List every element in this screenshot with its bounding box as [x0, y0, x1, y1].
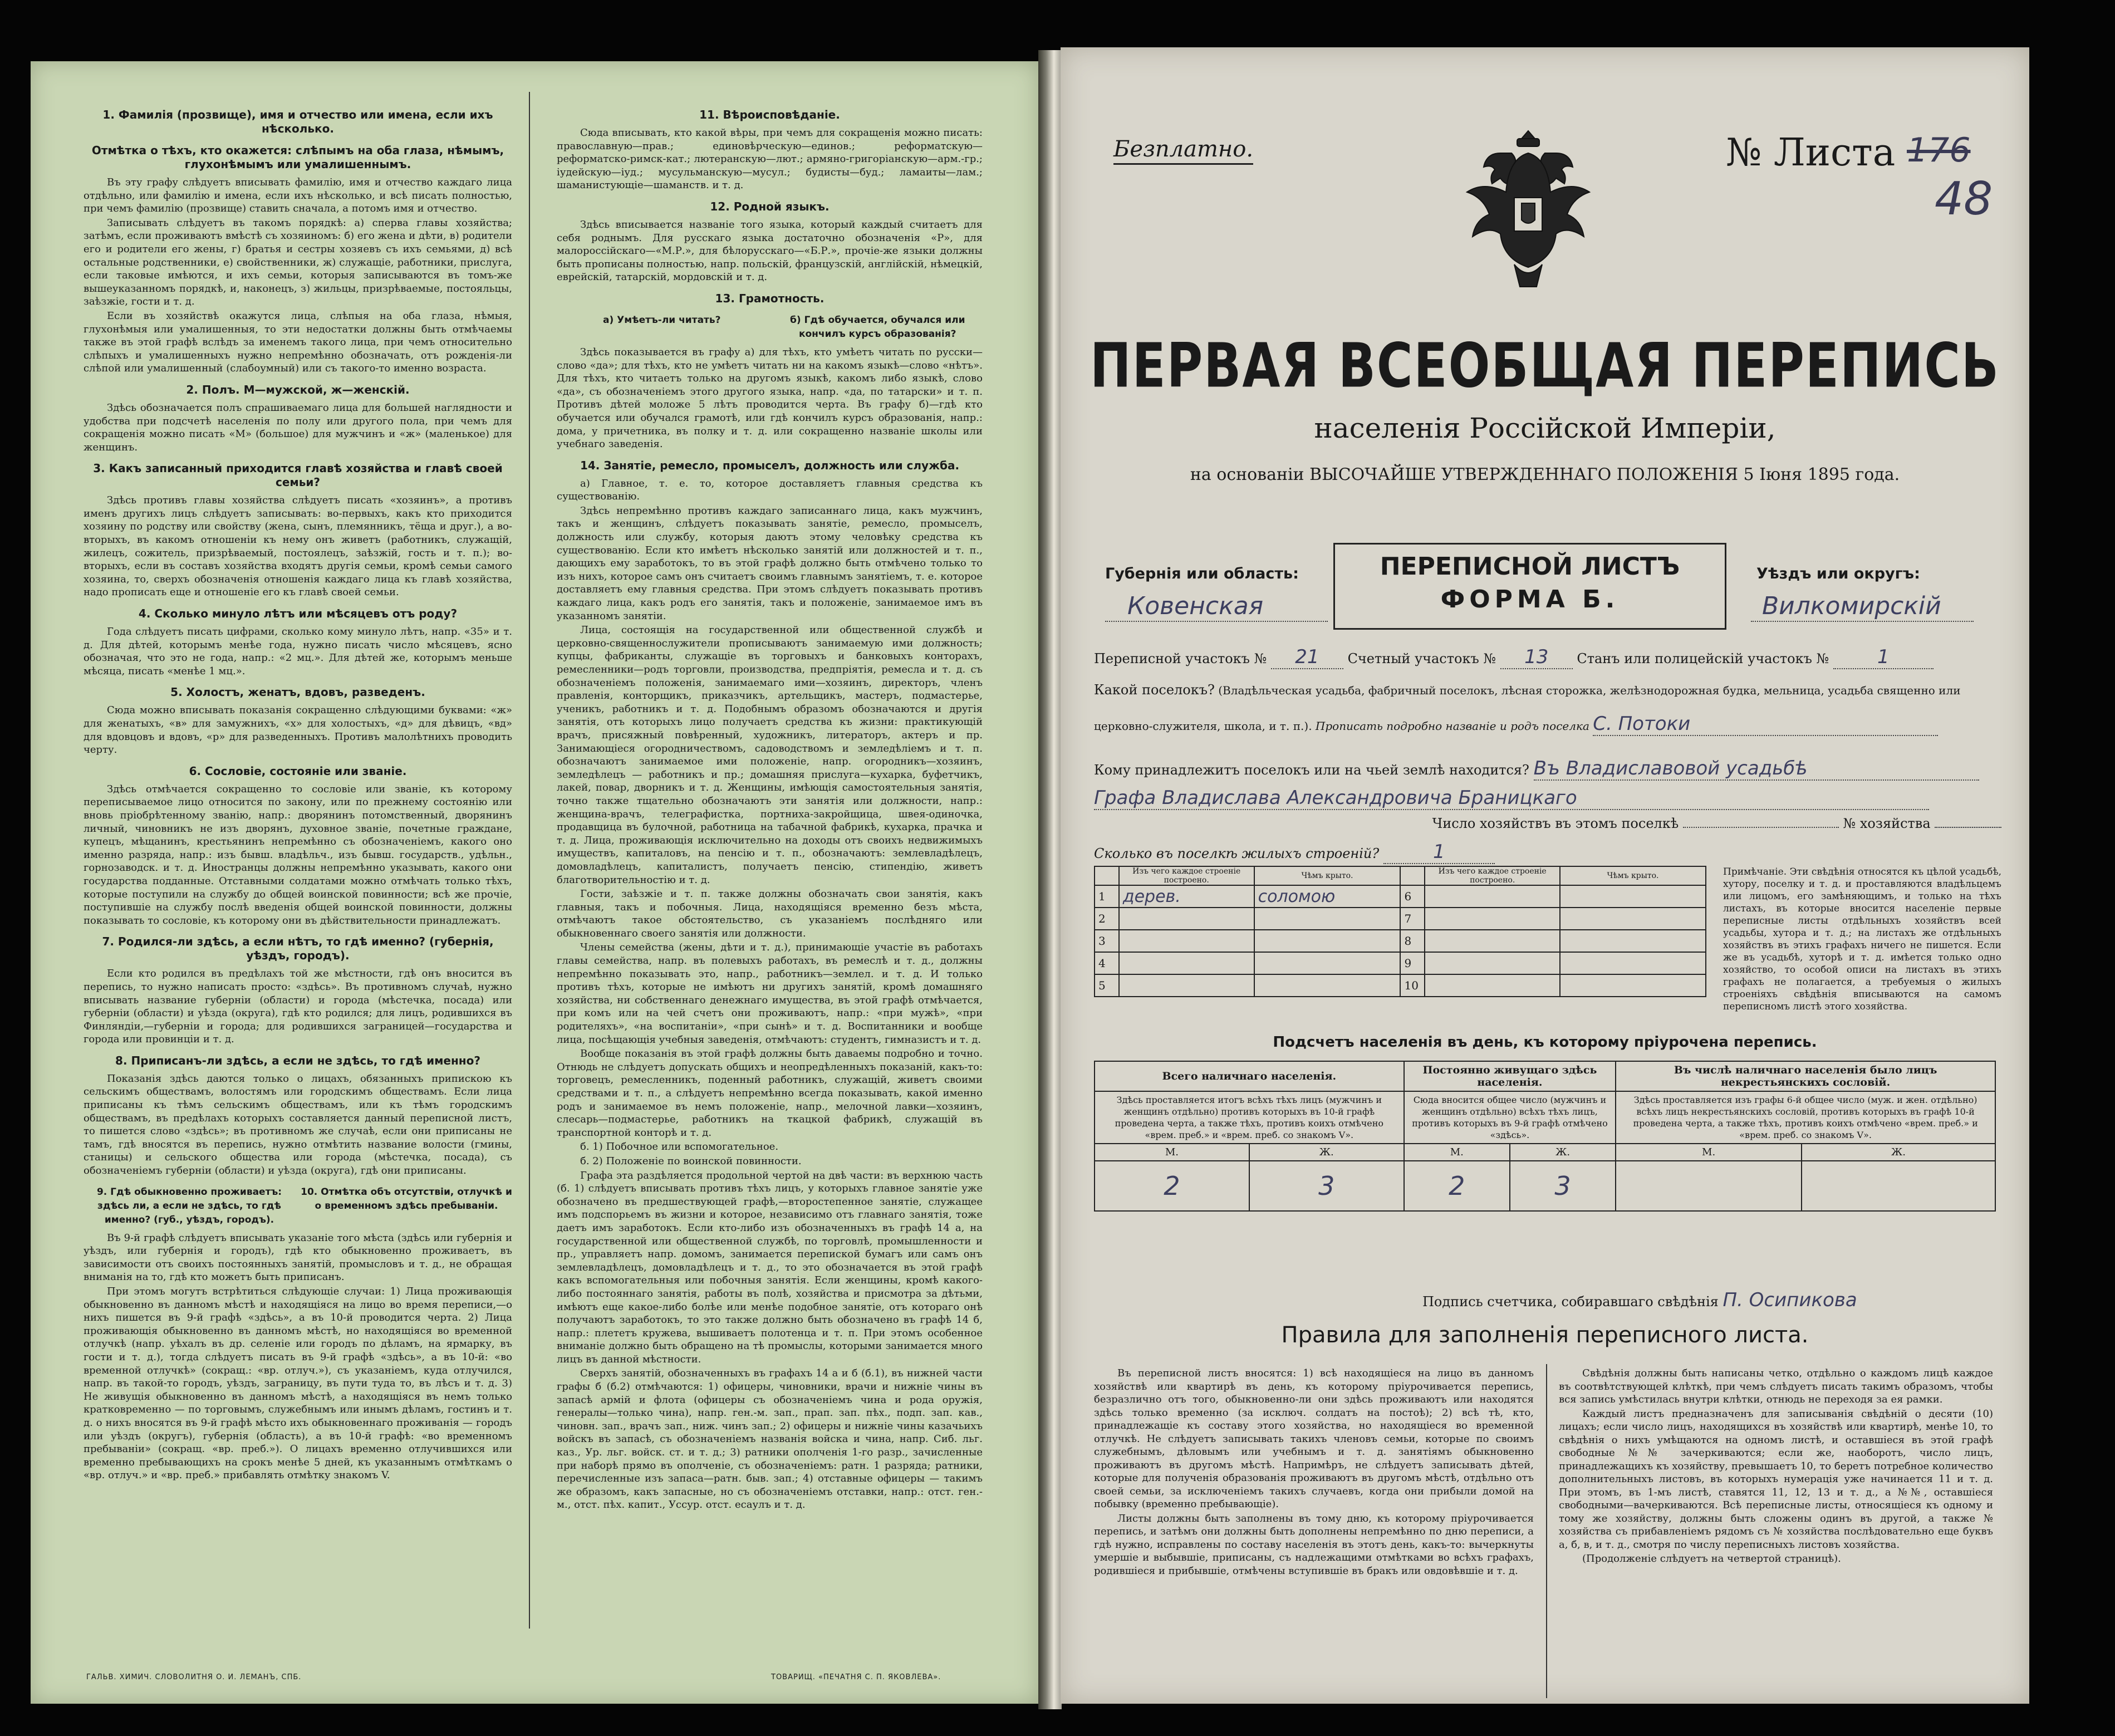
bld-cell [1425, 974, 1560, 997]
census-district-label: Переписной участокъ № [1094, 651, 1267, 666]
signature-value: П. Осипикова [1723, 1289, 1857, 1311]
bld-cell [1425, 885, 1560, 908]
cnt-f-label: Ж. [1510, 1144, 1616, 1161]
census-form-page [1061, 47, 2029, 1704]
cnt-head-nonpeasant: Въ числѣ наличнаго населенія было лицъ некрестьянскихъ сословій. [1616, 1061, 1995, 1091]
table-row [1095, 908, 1706, 930]
owner-row-2 [1094, 787, 1985, 810]
buildings-value: 1 [1383, 841, 1495, 864]
double-headed-eagle-emblem [1461, 120, 1595, 298]
bld-cell [1425, 952, 1560, 974]
count-district-label: Счетный участокъ № [1347, 651, 1496, 666]
bld-cell [1560, 885, 1706, 908]
population-count-heading: Подсчетъ населенія въ день, къ которому пріурочена перепись. [1273, 1034, 1817, 1051]
instruction-paragraph: Сюда можно вписывать показанія сокращенно слѣдующими буквами: «ж» для женатыхъ, «в» для замужнихъ, «х» для холостыхъ, «д» для дѣвицъ, «вд» для вдовцовъ и вдовъ, «р» для разведенныхъ. Противъ малолѣтнихъ проводить черту. [84, 704, 512, 756]
section-heading: Отмѣтка о тѣхъ, кто окажется: слѣпымъ на оба глаза, нѣмымъ, глухонѣмымъ или умалишеннымъ. [91, 144, 504, 171]
sheet-number-label: № Листа [1726, 131, 1896, 175]
instruction-paragraph: Въ эту графу слѣдуетъ вписывать фамилію, имя и отчество каждаго лица отдѣльно, или фамилію и имена, если ихъ нѣсколько, и всѣ писать полностью, при чемъ фамилію (прозвище) ставить сначала, а потомъ имя и отчество. [84, 176, 512, 215]
census-subtitle: населенія Россійской Имперіи, [1314, 412, 1776, 444]
column-divider [529, 92, 530, 1629]
instruction-paragraph: Сюда вписывать, кто какой вѣры, при чемъ для сокращенія можно писать: православную—прав.; единовѣрческую—единов.; реформатскую—реформатско-римск-кат.; лютеранскую—лют.; армяно-григоріанскую—арм.-гр.; іудейскую—іуд.; мусульманскую—мусул.; будисты—буд.; ламаиты—лам.; шаманистующіе—шаманств. и т. д. [557, 127, 983, 192]
bld-row-num: 2 [1095, 908, 1119, 930]
bld-cell [1119, 908, 1254, 930]
cnt-head-total: Всего наличнаго населенія. [1095, 1061, 1404, 1091]
cnt-m-label: М. [1095, 1144, 1249, 1161]
count-district-value: 13 [1500, 646, 1573, 669]
uezd-value: Вилкомирскій [1762, 592, 1941, 620]
households-row [1094, 816, 1985, 831]
bld-th-material-1: Изъ чего каждое строеніе построено. [1119, 866, 1254, 885]
rules-column-1 [1094, 1367, 1534, 1578]
instructions-column-2 [557, 100, 983, 1513]
settlement-value: С. Потоки [1593, 713, 1938, 736]
table-row [1095, 952, 1706, 974]
bld-cell [1560, 952, 1706, 974]
instruction-paragraph: Здѣсь показывается въ графу а) для тѣхъ, кто умѣетъ читать по русски—слово «да»; для тѣхъ, кто не умѣетъ читать ни на какомъ языкѣ—слово «нѣтъ». Для тѣхъ, кто читаетъ только на другомъ языкѣ, какомъ либо языкѣ, слово «да», съ обозначеніемъ этого другого языка, напр. «да, по татарски» и т. п. Противъ дѣтей моложе 5 лѣтъ проводится черта. Въ графу б)—гдѣ кто обучается или обучался грамотѣ, или гдѣ кончилъ курсъ образованія, напр.: дома, у причетника, въ полку и т. д. или сокращенно названіе школы или учебнаго заведенія. [557, 346, 983, 450]
section-heading: б) Гдѣ обучается, обучался или кончилъ курсъ образованія? [790, 314, 965, 340]
section-heading: 12. Родной языкъ. [710, 199, 830, 213]
owner-value-2: Графа Владислава Александровича Браницкаго [1094, 787, 1929, 810]
count-table-values [1095, 1161, 1995, 1211]
section-heading-pair [84, 1185, 512, 1227]
owner-label: Кому принадлежитъ поселокъ или на чьей землѣ находится? [1094, 762, 1529, 778]
total-male-value: 2 [1095, 1161, 1249, 1211]
section-heading: 4. Сколько минуло лѣтъ или мѣсяцевъ отъ роду? [138, 607, 458, 621]
section-heading: 5. Холостъ, женатъ, вдовъ, разведенъ. [170, 685, 425, 699]
bld-roof-value: соломою [1254, 885, 1401, 908]
gubernia-line [1105, 621, 1328, 622]
bld-cell [1560, 974, 1706, 997]
settlement-row-1 [1094, 682, 1985, 698]
section-heading: а) Умѣетъ-ли читать? [602, 314, 721, 326]
buildings-note: Примѣчаніе. Эти свѣдѣнія относятся къ цѣлой усадьбѣ, хутору, поселку и т. д. и проставляются владѣльцемъ или лицомъ, его замѣняющимъ, и только на тѣхъ листахъ, въ которые вносится населеніе первые переписные листы отдѣльныхъ хозяйствъ всей усадьбы, хутора и т. д.; на листахъ же отдѣльныхъ хозяйствъ въ этихъ графахъ ничего не пишется. Если же въ усадьбѣ, хуторѣ и т. д. имѣется только одно хозяйство, то особой описи на листахъ въ этихъ графахъ не полагается, а требуемыя о жилыхъ строеніяхъ свѣдѣнія вписываются на самомъ переписномъ листѣ этого хозяйства. [1723, 866, 2001, 1012]
bld-row-num: 7 [1400, 908, 1425, 930]
sheet-number-old: 176 [1907, 131, 1971, 170]
instruction-paragraph: Здѣсь противъ главы хозяйства слѣдуетъ писать «хозяинъ», а противъ именъ другихъ лицъ слѣдуетъ записывать: во-первыхъ, какъ кто приходится хозяину по родству или свойству (жена, сынъ, племянникъ, тёща и друг.), а во-вторыхъ, въ какомъ отношеніи къ нему онъ живетъ (работникъ, служащій, жилецъ, сожитель, призрѣваемый, постоялецъ, заѣзжій, гость и т. п.); во-вторыхъ, если въ составъ хозяйства входятъ другія семьи, кромѣ семьи самого хозяина, то, сверхъ обозначенія отношенія каждаго лица къ главѣ хозяйства, надо прописать еще и отношеніе его къ главѣ своей семьи. [84, 494, 512, 599]
buildings-table-header [1095, 866, 1706, 885]
police-district-label: Станъ или полицейскій участокъ № [1577, 651, 1829, 666]
bld-cell [1119, 952, 1254, 974]
section-heading: 8. Приписанъ-ли здѣсь, а если не здѣсь, то гдѣ именно? [115, 1053, 480, 1067]
bld-row-num: 1 [1095, 885, 1119, 908]
instruction-paragraph: Члены семейства (жены, дѣти и т. д.), принимающіе участіе въ работахъ главы семейства, напр. въ полевыхъ работахъ, въ ремеслѣ и т. д., должны непремѣнно показывать это, напр., работникъ—землел. и т. д. И только противъ тѣхъ, которые не имѣютъ ни другихъ занятій, кромѣ домашняго хозяйства, ни собственнаго денежнаго имущества, въ этой графѣ отмѣчается, при комъ или на чей счетъ они проживаютъ, напр.: «при мужѣ», «при родителяхъ», «на воспитаніи», «при сынѣ» и т. д. Воспитанники и вообще лица, посѣщающія учебныя заведенія, отмѣчаютъ: студентъ, гимназистъ и т. д. [557, 941, 983, 1046]
signature-label: Подпись счетчика, собиравшаго свѣдѣнія [1422, 1294, 1719, 1310]
section-heading: 13. Грамотность. [715, 291, 825, 305]
bld-th-roof-1: Чѣмъ крыто. [1254, 866, 1401, 885]
section-heading: 3. Какъ записанный приходится главѣ хозяйства и главѣ своей семьи? [93, 462, 503, 489]
instruction-paragraph: Показанія здѣсь даются только о лицахъ, обязанныхъ припискою къ сельскимъ обществамъ, волостямъ или городскимъ обществамъ. Если лица приписаны къ тѣмъ сельскимъ обществамъ, или къ тѣмъ городскимъ обществамъ, въ предѣлахъ которыхъ составляется данный переписной листъ, то пишется слово «здѣсь»; въ противномъ же случаѣ, если они приписаны не тамъ, гдѣ вносятся въ перепись, нужно отмѣтить название волости (гмины, станицы) и сельского общества или города (мѣстечка, посада), съ обозначеніемъ губерніи (области) и уѣзда (округа), гдѣ они приписаны. [84, 1072, 512, 1177]
households-label: Число хозяйствъ въ этомъ поселкѣ [1432, 816, 1679, 831]
bld-row-num: 6 [1400, 885, 1425, 908]
instructions-page [31, 61, 1038, 1704]
bld-row-num: 10 [1400, 974, 1425, 997]
settlement-hint-2: церковно-служителя, школа, и т. п.). [1094, 719, 1312, 733]
uezd-label: Уѣздъ или округъ: [1756, 565, 1920, 582]
rule-paragraph: (Продолженіе слѣдуетъ на четвертой страницѣ). [1582, 1553, 1841, 1565]
cnt-f-label: Ж. [1249, 1144, 1404, 1161]
gubernia-value: Ковенская [1127, 592, 1264, 620]
bld-row-num: 3 [1095, 930, 1119, 952]
instruction-paragraph: б. 2) Положеніе по воинской повинности. [580, 1155, 802, 1167]
settlement-label: Какой поселокъ? [1094, 682, 1215, 698]
rule-paragraph: Свѣдѣнія должны быть написаны четко, отдѣльно о каждомъ лицѣ каждое въ соотвѣтствующей клѣткѣ, при чемъ слѣдуетъ писать такимъ образомъ, чтобы вся запись умѣстилась внутри клѣтки, отнюдь не переходя за ея рамки. [1559, 1367, 1993, 1405]
population-count-table [1094, 1061, 1996, 1212]
section-heading: 7. Родился-ли здѣсь, а если нѣтъ, то гдѣ именно? (губернія, уѣздъ, городъ). [102, 935, 494, 963]
instruction-paragraph: При этомъ могутъ встрѣтиться слѣдующіе случаи: 1) Лица проживающія обыкновенно въ данномъ мѣстѣ и находящіяся на лицо во время переписи,—о нихъ пишется въ 9-й графѣ «здѣсь», а въ 10-й проводится черта. 2) Лица проживающія обыкновенно въ данномъ мѣстѣ, но находящіяся во временной отлучкѣ (напр. уѣхалъ въ др. селеніе или городъ по дѣламъ, на ярмарку, въ гости и т. д.), тогда слѣдуетъ писать въ 9-й графѣ «здѣсь», а въ 10-й: «во временной отлучкѣ» (сокращ.: «вр. отлуч.»), съ указаніемъ, куда отлучился, напр. въ такой-то городъ, уѣздъ, заграницу, въ пути туда то, въ лѣсъ и т. д. 3) Не живущія обыкновенно въ данномъ мѣстѣ, а находящіяся въ немъ только кратковременно — по торговымъ, служебнымъ или инымъ дѣламъ, гостинъ и т. д. о нихъ вносятся въ 9-й графѣ мѣсто ихъ обыкновеннаго проживанія — городъ или уѣздъ (округъ), губернія (область), а въ 10-й графѣ: «во временномъ пребываніи» (сокращ. «вр. преб.»). О лицахъ временно отлучившихся или временно пребывающихъ на срокъ менѣе 5 дней, къ указаннымъ отмѣткамъ о «вр. отлуч.» и «вр. преб.» прибавлять отмѣтку знакомъ V. [84, 1286, 512, 1482]
instruction-paragraph: Записывать слѣдуетъ въ такомъ порядкѣ: а) сперва главы хозяйства; затѣмъ, если проживаютъ вмѣстѣ съ хозяиномъ: б) его жена и дѣти, в) родители его и родители его жены, г) братья и сестры хозяевъ съ ихъ семьями, д) всѣ остальные родственники, е) свойственники, ж) служащіе, работники, прислуга, если таковые имѣются, и ихъ семьи, которыя записываются въ томъ-же вышеуказанномъ порядкѣ, и, наконецъ, з) жильцы, призрѣваемые, постояльцы, заѣзжіе, гости и т. д. [84, 217, 512, 308]
bld-cell [1560, 930, 1706, 952]
bld-row-num: 8 [1400, 930, 1425, 952]
instruction-paragraph: Сверхъ занятій, обозначенныхъ въ графахъ 14 а и б (б.1), въ нижней части графы б (б.2) отмѣчаются: 1) офицеры, чиновники, врачи и нижніе чины въ запасѣ армій и флота (офицеры съ обозначеніемъ чина и рода оружія, генералы—только чина), напр. ген.-м. зап., прап. зап. пѣх., подп. зап. кав., чиновн. зап., врачъ зап., ниж. чинъ зап.; 2) офицеры и нижніе чины казачьихъ войскъ въ запасѣ, съ обозначеніемъ названія войска и чина, напр. Сиб. льг. каз., Ур. льг. войск. ст. и т. д.; 3) ратники ополченія 1-го разр., зачисленные при наборѣ прямо въ ополченіе, съ обозначеніемъ: ратн. 1 разряда; ратники, перечисленные изъ запаса—ратн. быв. зап.; 4) отставные офицеры — такимъ же образомъ, какъ запасные, но съ обозначеніемъ отставки, напр.: отст. ген.-м., отст. пѣх. капит., Уссур. отст. есаулъ и т. д. [557, 1367, 983, 1511]
cnt-f-label: Ж. [1802, 1144, 1995, 1161]
instruction-paragraph: Здѣсь непремѣнно противъ каждаго записаннаго лица, какъ мужчинъ, такъ и женщинъ, слѣдуетъ показывать занятіе, ремесло, промыселъ, должность или службу, которыя даютъ этому человѣку средства къ существованію. Если кто имѣетъ нѣсколько занятій или должностей и т. п., дающихъ ему заработокъ, то въ этой графѣ должно быть отмѣчено только то изъ нихъ, которое самъ онъ считаетъ своимъ главнымъ занятіемъ, т. е. которое доставляетъ ему главныя средства. При этомъ слѣдуетъ показывать противъ каждаго лица, какъ родъ его занятія, такъ и положеніе, занимаемое имъ въ указанномъ занятіи. [557, 504, 983, 622]
bld-material-value: дерев. [1119, 885, 1254, 908]
cnt-desc-permanent: Сюда вносится общее число (мужчинъ и женщинъ отдѣльно) всѣхъ тѣхъ лицъ, противъ которыхъ въ 9-й графѣ отмѣчено «здѣсь». [1404, 1091, 1616, 1144]
gubernia-label: Губернія или область: [1105, 565, 1299, 582]
section-heading: 11. Вѣроисповѣданіе. [699, 108, 840, 121]
rules-title: Правила для заполненія переписного листа. [1281, 1322, 1809, 1348]
settlement-hint-1: (Владѣльческая усадьба, фабричный поселокъ, лѣсная сторожка, желѣзнодорожная будка, мельница, усадьба священно или [1218, 684, 1961, 697]
instruction-paragraph: а) Главное, т. е. то, которое доставляетъ главныя средства къ существованію. [557, 477, 983, 503]
instruction-paragraph: б. 1) Побочное или вспомогательное. [580, 1141, 779, 1153]
settlement-hint-3: Прописать подробно названіе и родъ поселка [1315, 719, 1589, 733]
section-heading: 1. Фамилія (прозвище), имя и отчество или имена, если ихъ нѣсколько. [102, 108, 493, 135]
rules-divider [1546, 1364, 1547, 1698]
count-table-desc [1095, 1091, 1995, 1144]
table-row [1095, 930, 1706, 952]
owner-value-1: Въ Владиславовой усадьбѣ [1534, 757, 1979, 781]
instruction-paragraph: Если въ хозяйствѣ окажутся лица, слѣпыя на оба глаза, нѣмыя, глухонѣмыя или умалишенныя, то эти недостатки должны быть отмѣчаемы также въ этой графѣ вслѣдъ за именемъ такого лица, при чемъ относительно слѣпыхъ и умалишенныхъ нужно непремѣнно обозначать, отъ рожденія-ли слѣпой или умалишенный (слабоумный) или съ такого-то именно возраста. [84, 310, 512, 375]
instruction-paragraph: Здѣсь обозначается полъ спрашиваемаго лица для большей наглядности и удобства при подсчетѣ населенія по полу или другого пола, при чемъ для сокращенія можно писать «М» (большое) для мужчинъ и «ж» (маленькое) для женщинъ. [84, 401, 512, 453]
owner-row [1094, 757, 1985, 781]
permanent-female-value: 3 [1510, 1161, 1616, 1211]
bld-cell [1425, 930, 1560, 952]
instruction-paragraph: Лица, состоящія на государственной или общественной службѣ и церковно-священнослужители прописываютъ занимаемую ими должность; купцы, фабриканты, служащіе въ торговыхъ и банковыхъ конторахъ, ремесленники—родъ торговли, производства, предпріятія, ремесла и т. д. съ обозначеніемъ положенія, занимаемаго ими—хозяинъ, директоръ, членъ правленія, конторщикъ, приказчикъ, артельщикъ, мастеръ, подмастерье, ученикъ, работникъ и т. д. Подобнымъ образомъ обозначаются и другія занятія, отъ которыхъ лицо получаетъ средства къ жизни: практикующій врачъ, присяжный повѣренный, художникъ, литераторъ, актеръ и пр. Занимающіеся огородничествомъ, садоводствомъ и земледѣліемъ и т. п. обозначаютъ занимаемое ими положеніе, напр. огородникъ—хозяинъ, земледѣлецъ — работникъ и пр.; домашняя прислуга—кухарка, буфетчикъ, лакей, повар, дворникъ и т. д. Женщины, имѣющія самостоятельныя занятія, точно также тщательно обозначаютъ эти занятія или должности, напр.: женщина-врачъ, телеграфистка, портниха-закройщица, швея-одиночка, продавщица въ булочной, работница на табачной фабрикѣ, кухарка, прачка и т. д. Лица, проживающія исключительно на доходы отъ своихъ недвижимыхъ имуществъ, капиталовъ, на пенсію и т. п., обозначаютъ: землевладѣлецъ, домовладѣлецъ, капиталистъ, получаетъ пенсію, стипендію, живетъ благотворительностію и т. д. [557, 624, 983, 886]
uezd-line [1751, 621, 1974, 622]
buildings-label: Сколько въ поселкѣ жилыхъ строеній? [1094, 846, 1380, 861]
bld-th-num-2 [1400, 866, 1425, 885]
printer-credit-right: ТОВАРИЩ. «ПЕЧАТНЯ С. П. ЯКОВЛЕВА». [771, 1673, 941, 1681]
cnt-m-label: М. [1616, 1144, 1802, 1161]
bld-cell [1119, 930, 1254, 952]
signature-row [1422, 1289, 1857, 1311]
buildings-row [1094, 841, 1985, 864]
rule-paragraph: Каждый листъ предназначенъ для записыванія свѣдѣній о десяти (10) лицахъ; если число лицъ, находящихся въ хозяйствѣ или квартирѣ, менѣе 10, то свѣдѣнія о нихъ умѣщаются на одномъ листѣ, и оставшіеся въ этой графѣ свободные №№ зачеркиваются; если же, наоборотъ, число лицъ, принадлежащихъ къ хозяйству, превышаетъ 10, то беретъ потребное количество дополнительныхъ листовъ, въ которыхъ нумерація уже начинается 11 и т. д. При этомъ, въ 1-мъ листѣ, ставятся 11, 12, 13 и т. д., а №№, оставшіеся свободными—вачеркиваются. Всѣ переписные листы, относящіеся къ одному и тому же хозяйству, должны быть сложены одинъ въ другой, а также № хозяйства съ прибавленіемъ рядомъ съ № хозяйства послѣдовательно еще буквъ а, б, в, и т. д., смотря по числу переписныхъ листовъ хозяйства. [1559, 1408, 1993, 1551]
bld-cell [1425, 908, 1560, 930]
instruction-paragraph: Здѣсь отмѣчается сокращенно то сословіе или званіе, къ которому переписываемое лицо относится по закону, или по прежнему состоянію или вновь пріобрѣтенному званію, напр.: дворянинъ потомственный, дворянинъ личный, чиновникъ не изъ дворянъ, духовное званіе, почетные граждане, купецъ, мѣщанинъ, крестьянинъ непремѣнно съ обозначеніемъ, какого оно именно разряда, напр.: изъ бывш. владѣльч., изъ бывш. государств., удѣльн., горнозаводск. и т. д. Иностранцы должны непремѣнно указывать, какого они государства подданные. Отставными солдатами можно отмѣчать только тѣхъ, которые поступили на службу до общей воинской повинности; всѣ же прочіе, поступившіе на службу послѣ введенія общей воинской повинности, должны показывать то сословіе, къ которому они въ дѣйствительности принадлежатъ. [84, 783, 512, 926]
bld-cell [1560, 908, 1706, 930]
page-spine [1038, 50, 1062, 1709]
cnt-desc-total: Здѣсь проставляется итогъ всѣхъ тѣхъ лицъ (мужчинъ и женщинъ отдѣльно) противъ которыхъ въ 10-й графѣ проведена черта, а также тѣхъ, противъ коихъ отмѣчено «врем. преб.» и «врем. преб. со знакомъ V». [1095, 1091, 1404, 1144]
nonpeasant-male-value [1616, 1161, 1802, 1211]
households-value [1683, 827, 1839, 828]
cnt-head-permanent: Постоянно живущаго здѣсь населенія. [1404, 1061, 1616, 1091]
permanent-male-value: 2 [1404, 1161, 1510, 1211]
buildings-table [1094, 866, 1706, 997]
cnt-desc-nonpeasant: Здѣсь проставляется изъ графы 6-й общее число (муж. и жен. отдѣльно) всѣхъ лицъ некрестьянскихъ сословій, противъ которыхъ въ графѣ 10-й проведена черта, а также тѣхъ, противъ коихъ отмѣчено «врем. преб.» и «врем. преб. со знакомъ V». [1616, 1091, 1995, 1144]
form-subtitle: ФОРМА Б. [1440, 585, 1620, 614]
bld-cell [1254, 908, 1401, 930]
section-heading-pair [557, 313, 983, 341]
instruction-paragraph: Года слѣдуетъ писать цифрами, сколько кому минуло лѣтъ, напр. «35» и т. д. Для дѣтей, которымъ менѣе года, нужно писать число мѣсяцевъ, ясно обозначая, что это не года, напр.: «2 мц.». Для дѣтей же, которымъ меньше мѣсяца, писать «менѣе 1 мц.». [84, 626, 512, 677]
total-female-value: 3 [1249, 1161, 1404, 1211]
instruction-paragraph: Если кто родился въ предѣлахъ той же мѣстности, гдѣ онъ вносится въ перепись, то нужно написать просто: «здѣсь». Въ противномъ случаѣ, нужно вписывать название губерніи (области) и города (мѣстечка, посада) или губерніи (области) и уѣзда (округа), гдѣ кто родился; для лицъ, родившихся въ Финляндіи,—губерніи и города; для родившихся заграницей—государства и города или провинціи и т. д. [84, 968, 512, 1046]
bld-cell [1254, 930, 1401, 952]
form-header [1094, 543, 1985, 626]
bld-th-roof-2: Чѣмъ крыто. [1560, 866, 1706, 885]
section-heading: 2. Полъ. М—мужской, ж—женскій. [186, 382, 410, 396]
cnt-m-label: М. [1404, 1144, 1510, 1161]
form-title-box [1333, 543, 1726, 630]
table-row [1095, 974, 1706, 997]
instructions-column-1 [84, 100, 512, 1483]
instruction-paragraph: Гости, заѣзжіе и т. п. также должны обозначать свои занятія, какъ главныя, такъ и побочныя. Лица, находящіяся временно безъ мѣста, отмѣчаютъ такое обстоятельство, съ указаніемъ послѣдняго или обыкновеннаго своего занятія или должности. [557, 888, 983, 939]
instruction-paragraph: Въ 9-й графѣ слѣдуетъ вписывать указаніе того мѣста (здѣсь или губернія и уѣздъ, или губернія и городъ), гдѣ кто обыкновенно проживаетъ, въ зависимости отъ своихъ постоянныхъ занятій, промысловъ и т. д., не обращая вниманія на то, гдѣ кто можетъ быть приписанъ. [84, 1232, 512, 1283]
rule-paragraph: Листы должны быть заполнены въ тому дню, къ которому пріурочивается перепись, и затѣмъ они должны быть дополнены непремѣнно по дню переписи, а гдѣ нужно, исправлены по составу населенія въ этотъ день, какъ-то: вычеркнуты умершіе и выбывшіе, приписаны, съ надлежащими отмѣтками во всѣхъ графахъ, родившіеся и прибывшіе, отмѣчены вступившіе въ бракъ или овдовѣвшіе и т. д. [1094, 1512, 1534, 1577]
count-table-mf [1095, 1144, 1995, 1161]
section-heading: 14. Занятіе, ремесло, промыселъ, должность или служба. [580, 458, 960, 472]
free-label: Безплатно. [1113, 136, 1253, 165]
rule-paragraph: Въ переписной листъ вносятся: 1) всѣ находящіеся на лицо въ данномъ хозяйствѣ или квартирѣ въ день, къ которому пріурочивается перепись, безразлично отъ того, обыкновенно-ли они здѣсь проживаютъ или находятся здѣсь только временно (за исключ. солдатъ на постоѣ); 2) всѣ тѣ, кто, принадлежащіе къ составу этого хозяйства, но находящіеся во временной отлучкѣ. Не слѣдуетъ записывать такихъ членовъ семьи, которые по своимъ служебнымъ, дѣловымъ или учебнымъ и т. д. занятіямъ обыкновенно проживаютъ въ другомъ мѣстѣ. Напримѣръ, не слѣдуетъ записывать дѣтей, которые для полученія образованія проживаютъ въ другомъ мѣстѣ, отдѣльно отъ своей семьи, за исключеніемъ такихъ случаевъ, когда они прибыли домой на побывку (временно пребывающіе). [1094, 1367, 1534, 1510]
section-heading: 9. Гдѣ обыкновенно проживаетъ: здѣсь ли, а если не здѣсь, то гдѣ именно? (губ., уѣздъ, городъ). [96, 1186, 282, 1225]
district-row [1094, 646, 1985, 669]
instruction-paragraph: Здѣсь вписывается названіе того языка, который каждый считаетъ для себя роднымъ. Для русскаго языка достаточно обозначенія «Р», для малороссійскаго—«М.Р.», для бѣлорусскаго—«Б.Р.», прочіе-же языки должны быть прописаны полностью, напр. польскій, французскій, англійскій, нѣмецкій, еврейскій, татарскій, мордовскій и т. д. [557, 218, 983, 283]
instruction-paragraph: Графа эта раздѣляется продольной чертой на двѣ части: въ верхнюю часть (б. 1) слѣдуетъ вписывать противъ тѣхъ лицъ, у которыхъ главное занятіе уже обозначено въ предшествующей графѣ,—второстепенное занятіе, служащее имъ подспорьемъ въ жизни и которое, независимо отъ главнаго занятія, тоже даетъ имъ заработокъ. Если кто-либо изъ обозначенныхъ въ графѣ 14 а, на государственной или общественной службѣ, по торговлѣ, промышленности и пр., управляетъ напр. домомъ, занимается перепиской бумагъ или самъ онъ землевладѣлецъ, домовладѣлецъ и т. д., то это обозначается въ этой графѣ какъ вспомогательныя или побочныя занятія. Если женщины, кромѣ какого-либо постояннаго занятія, работы въ полѣ, хозяйства и присмотра за дѣтьми, имѣютъ еще какое-либо болѣе или менѣе подобное занятіе, отъ котораго онѣ получаютъ заработокъ, то это также должно быть обозначено въ графѣ 14 б, напр.: плететъ кружева, вышиваетъ полотенца и т. п. При этомъ особенное вниманіе должно быть обращено на тѣ промыслы, которыми занимается много лицъ въ данной мѣстности. [557, 1169, 983, 1365]
census-title: ПЕРВАЯ ВСЕОБЩАЯ ПЕРЕПИСЬ [1090, 330, 2000, 401]
count-table-head [1095, 1061, 1995, 1091]
settlement-row-2 [1094, 713, 1985, 736]
nonpeasant-female-value [1802, 1161, 1995, 1211]
section-heading: 6. Сословіе, состояніе или званіе. [189, 764, 407, 778]
instruction-paragraph: Вообще показанія въ этой графѣ должны быть даваемы подробно и точно. Отнюдь не слѣдуетъ допускать общихъ и неопредѣленныхъ показаній, какъ-то: торговецъ, ремесленникъ, поденный работникъ, служащій, живетъ своими средствами и т. п., а слѣдуетъ непремѣнно всегда показывать, какой именно родъ и занимаемое въ немъ положеніе, напр., мелочной лавки—хозяинъ, слесарь—подмастерье, работникъ на ткацкой фабрикѣ, служащій въ транспортной конторѣ и т. д. [557, 1048, 983, 1139]
bld-th-material-2: Изъ чего каждое строеніе построено. [1425, 866, 1560, 885]
bld-cell [1254, 952, 1401, 974]
table-row [1095, 885, 1706, 908]
bld-th-num-1 [1095, 866, 1119, 885]
bld-cell [1254, 974, 1401, 997]
bld-cell [1119, 974, 1254, 997]
bld-row-num: 5 [1095, 974, 1119, 997]
police-district-value: 1 [1833, 646, 1934, 669]
bld-row-num: 4 [1095, 952, 1119, 974]
household-number-value [1935, 827, 2001, 828]
form-title: ПЕРЕПИСНОЙ ЛИСТЪ [1380, 552, 1680, 581]
sheet-number-new: 48 [1935, 173, 1993, 225]
printer-credit-left: ГАЛЬВ. ХИМИЧ. СЛОВОЛИТНЯ О. И. ЛЕМАНЪ, СПБ. [86, 1673, 302, 1681]
bld-row-num: 9 [1400, 952, 1425, 974]
census-basis: на основаніи ВЫСОЧАЙШЕ УТВЕРЖДЕННАГО ПОЛОЖЕНІЯ 5 Іюня 1895 года. [1190, 465, 1900, 484]
census-district-value: 21 [1271, 646, 1343, 669]
rules-column-2 [1559, 1367, 1993, 1567]
section-heading: 10. Отмѣтка объ отсутствіи, отлучкѣ и о временномъ здѣсь пребываніи. [301, 1186, 512, 1212]
household-number-label: № хозяйства [1843, 816, 1931, 831]
